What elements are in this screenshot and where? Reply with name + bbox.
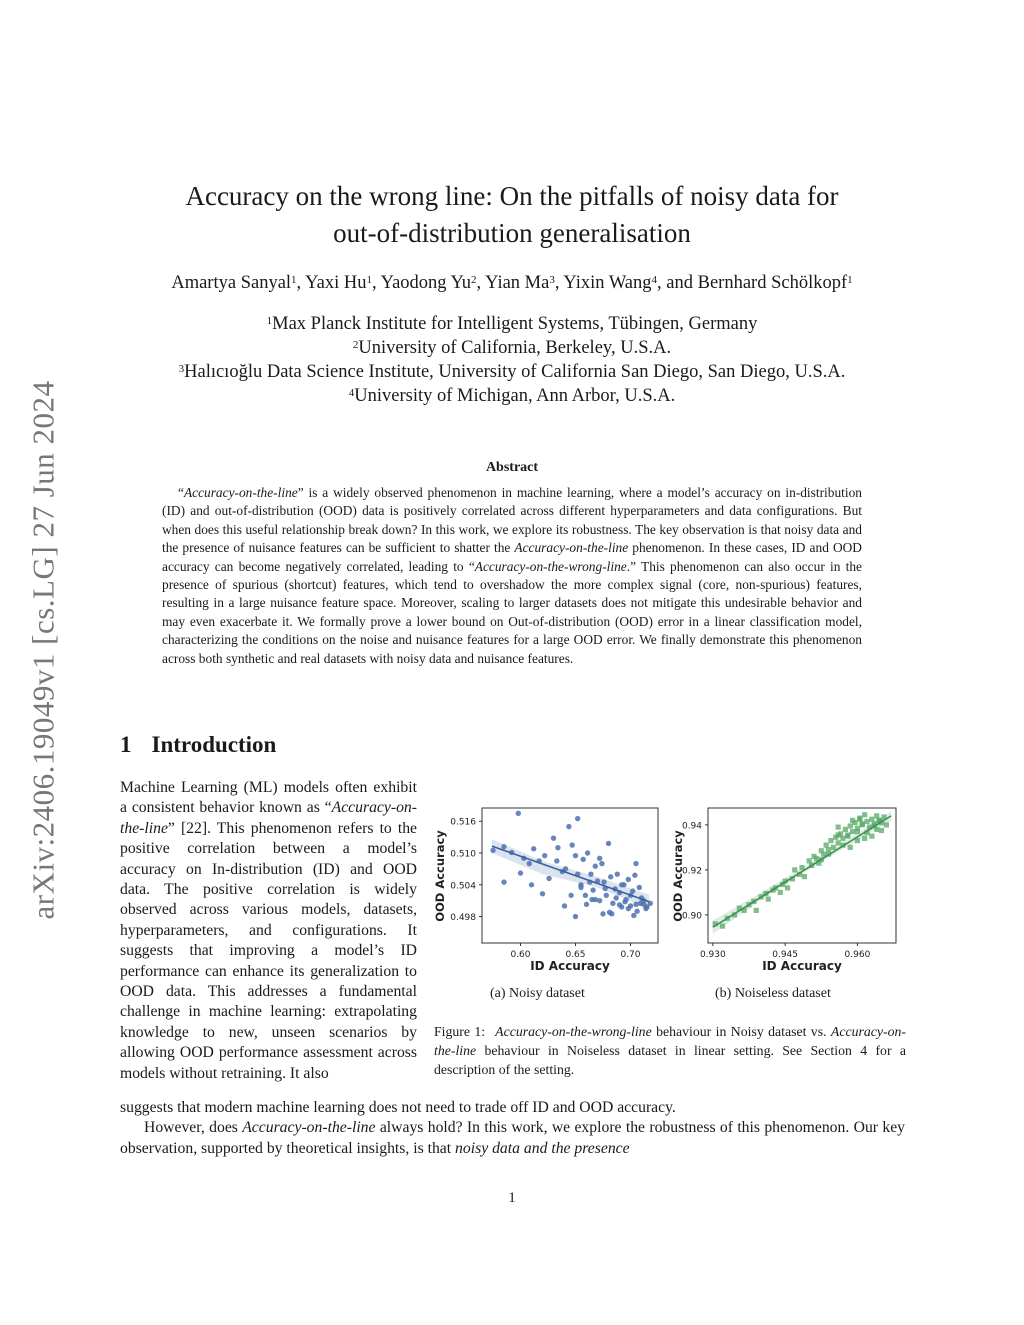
data-point <box>826 847 831 852</box>
data-point <box>597 856 602 861</box>
data-point <box>634 909 639 914</box>
arxiv-stamp <box>22 360 66 940</box>
y-tick-label: 0.510 <box>450 849 476 860</box>
data-point <box>573 914 578 919</box>
y-tick-label: 0.90 <box>681 911 702 922</box>
subcaption-a: (a) Noisy dataset <box>490 986 585 1001</box>
data-point <box>802 874 807 879</box>
data-point <box>850 829 855 834</box>
data-point <box>836 840 841 845</box>
data-point <box>490 848 495 853</box>
data-point <box>573 853 578 858</box>
data-point <box>554 858 559 863</box>
data-point <box>848 845 853 850</box>
data-point <box>879 828 884 833</box>
data-point <box>501 844 506 849</box>
y-tick-label: 0.504 <box>450 881 476 892</box>
author: Bernhard Schölkopf$^1$ <box>697 273 853 293</box>
data-point <box>766 897 771 902</box>
data-point <box>527 861 532 866</box>
data-point <box>631 913 636 918</box>
data-point <box>869 817 874 822</box>
data-point <box>578 885 583 890</box>
data-point <box>857 817 862 822</box>
data-point <box>778 890 783 895</box>
author: Yaodong Yu$^2$, <box>380 273 486 293</box>
data-point <box>599 861 604 866</box>
data-point <box>874 813 879 818</box>
data-point <box>542 853 547 858</box>
page-number: 1 <box>508 1190 516 1206</box>
data-point <box>546 876 551 881</box>
y-axis-label: OOD Accuracy <box>433 830 447 922</box>
author: Yixin Wang$^4$, and <box>563 273 698 293</box>
data-point <box>845 832 850 837</box>
data-point <box>836 825 841 830</box>
data-point <box>529 882 534 887</box>
data-point <box>814 856 819 861</box>
data-point <box>884 822 889 827</box>
data-point <box>610 901 615 906</box>
data-point <box>862 812 867 817</box>
noisy-scatter-plot <box>426 800 666 976</box>
data-point <box>836 832 841 837</box>
data-point <box>531 846 536 851</box>
section-title: Introduction <box>151 732 277 757</box>
y-tick-label: 0.516 <box>450 817 476 828</box>
data-point <box>601 879 606 884</box>
data-point <box>864 819 869 824</box>
data-point <box>848 823 853 828</box>
data-point <box>824 843 829 848</box>
data-point <box>638 901 643 906</box>
data-point <box>606 841 611 846</box>
data-point <box>518 870 523 875</box>
data-point <box>850 818 855 823</box>
figure-caption: Figure 1: Accuracy-on-the-wrong-line behaviour in Noisy dataset vs. Accuracy-on-the-line behaviour in Noiseless dataset in linear setting. See Section 4 for a description of the setting. <box>434 1024 906 1077</box>
data-point <box>831 845 836 850</box>
data-point <box>551 835 556 840</box>
data-point <box>869 834 874 839</box>
data-point <box>626 906 631 911</box>
data-point <box>600 911 605 916</box>
data-point <box>590 887 595 892</box>
y-axis-label: OOD Accuracy <box>671 830 685 922</box>
data-point <box>633 861 638 866</box>
title-line-1: Accuracy on the wrong line: On the pitfalls of noisy data for <box>185 181 839 211</box>
data-point <box>540 891 545 896</box>
data-point <box>855 829 860 834</box>
data-point <box>828 838 833 843</box>
data-point <box>555 845 560 850</box>
data-point <box>570 842 575 847</box>
affiliation: $^4$University of Michigan, Ann Arbor, U.S.A. <box>348 386 676 406</box>
data-point <box>754 908 759 913</box>
affiliation: $^1$Max Planck Institute for Intelligent Systems, Tübingen, Germany <box>266 314 758 334</box>
data-point <box>614 895 619 900</box>
x-tick-label: 0.70 <box>620 950 641 960</box>
data-point <box>619 882 624 887</box>
data-point <box>593 864 598 869</box>
x-tick-label: 0.65 <box>565 950 586 960</box>
data-point <box>566 824 571 829</box>
abstract-body: “Accuracy-on-the-line” is a widely observed phenomenon in machine learning, where a model’s accuracy on in-distribution (ID) and out-of-distribution (OOD) data is positively correlated across different hyperparameters and data configurations. But when does this useful relationship break down? In this work, we explore its robustness. The key observation is that noisy data and the presence of nuisance features can be sufficient to shatter the Accuracy-on-the-line phenomenon. In these cases, ID and OOD accuracy can become negatively correlated, leading to “Accuracy-on-the-wrong-line.” This phenomenon can also occur in the presence of spurious (shortcut) features, which tend to overshadow the more complex signal (core, non-spurious) features, resulting in a large nuisance feature space. Moreover, scaling to larger datasets does not mitigate this undesirable behavior and may even exacerbate it. We formally prove a lower bound on Out-of-distribution (OOD) error in a linear classification model, characterizing the conditions on the noise and nuisance features for a large OOD error. We finally demonstrate this phenomenon across both synthetic and real datasets with noisy data and nuisance features. <box>162 485 862 666</box>
x-axis-label: ID Accuracy <box>762 959 842 973</box>
data-point <box>615 871 620 876</box>
author-list <box>110 270 914 296</box>
x-tick-label: 0.930 <box>699 950 726 960</box>
figure-label: Figure 1: <box>434 1024 486 1039</box>
data-point <box>860 821 865 826</box>
intro-continuation <box>120 1098 905 1159</box>
x-axis-label: ID Accuracy <box>530 959 610 973</box>
data-point <box>585 850 590 855</box>
paper-title <box>120 178 904 252</box>
data-point <box>626 877 631 882</box>
data-point <box>807 858 812 863</box>
title-line-2: out-of-distribution generalisation <box>333 218 691 248</box>
x-tick-label: 0.960 <box>844 950 871 960</box>
data-point <box>785 885 790 890</box>
trend-line <box>713 816 891 927</box>
data-point <box>575 816 580 821</box>
author: Yaxi Hu$^1$, <box>305 273 381 293</box>
intro-paragraph-1: Machine Learning (ML) models often exhibit a consistent behavior known as “Accuracy-on-the-line” [22]. This phenomenon refers to the positive correlation between a model’s accuracy on In-distribution (ID) and OOD data. The positive correlation is widely observed across various models, datasets, hyperparameters, and configurations. It suggests that improving a model’s ID performance can enhance its generalization to OOD data. This addresses a fundamental challenge in machine learning: extrapolating knowledge to new, unseen scenarios by allowing OOD performance assessment across models without retraining. It also <box>120 779 417 1082</box>
abstract-heading: Abstract <box>485 460 539 475</box>
subcaption-b: (b) Noiseless dataset <box>715 986 831 1001</box>
data-point <box>799 865 804 870</box>
data-point <box>608 874 613 879</box>
author: Yian Ma$^3$, <box>485 273 564 293</box>
data-point <box>588 871 593 876</box>
data-point <box>843 827 848 832</box>
data-point <box>862 836 867 841</box>
intro-paragraph-2: However, does Accuracy-on-the-line always hold? In this work, we explore the robustness of this phenomenon. Our key observation, supported by theoretical insights, is that noisy data and the presence <box>120 1119 905 1157</box>
x-tick-label: 0.60 <box>510 950 531 960</box>
data-point <box>632 873 637 878</box>
data-point <box>617 902 622 907</box>
affiliation-list <box>110 312 914 408</box>
section-heading <box>120 732 276 758</box>
author: Amartya Sanyal$^1$, <box>171 273 306 293</box>
data-point <box>589 897 594 902</box>
data-point <box>516 811 521 816</box>
data-point <box>720 924 725 929</box>
data-point <box>604 893 609 898</box>
section-number: 1 <box>120 732 132 757</box>
data-point <box>584 902 589 907</box>
data-point <box>583 893 588 898</box>
data-point <box>607 910 612 915</box>
data-point <box>501 879 506 884</box>
data-point <box>637 885 642 890</box>
y-tick-label: 0.94 <box>681 821 702 832</box>
data-point <box>581 857 586 862</box>
data-point <box>562 903 567 908</box>
x-tick-label: 0.945 <box>772 950 799 960</box>
affiliation: $^3$Halıcıoğlu Data Science Institute, University of California San Diego, San Diego, U.S.A. <box>178 362 846 382</box>
noiseless-scatter-plot <box>668 800 902 976</box>
arxiv-id: arXiv:2406.19049v1 [cs.LG] 27 Jun 2024 <box>26 380 61 920</box>
y-tick-label: 0.498 <box>450 913 476 924</box>
data-point <box>792 867 797 872</box>
data-point <box>840 836 845 841</box>
data-point <box>622 899 627 904</box>
affiliation: $^2$University of California, Berkeley, U.S.A. <box>352 338 672 358</box>
data-point <box>568 893 573 898</box>
intro-paragraph-1-end: suggests that modern machine learning does not need to trade off ID and OOD accuracy. <box>120 1099 676 1116</box>
y-tick-label: 0.92 <box>681 866 702 877</box>
